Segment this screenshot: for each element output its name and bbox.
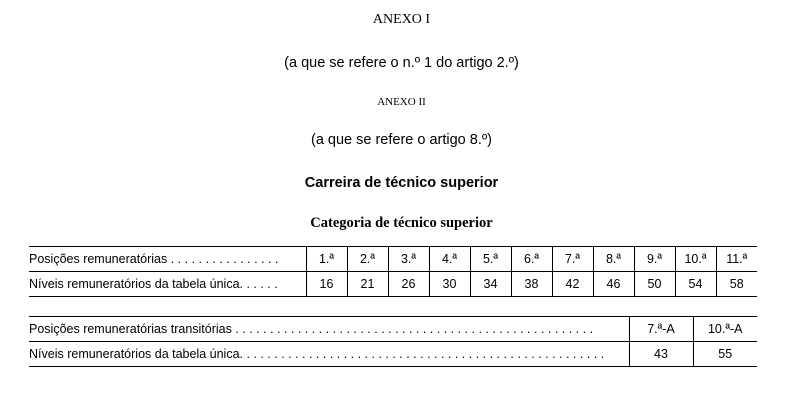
career-heading: Carreira de técnico superior — [304, 175, 499, 191]
position-cell: 6.ª — [511, 247, 552, 272]
position-cell: 10.ª-A — [693, 317, 757, 342]
level-cell: 50 — [634, 272, 675, 297]
position-cell: 8.ª — [593, 247, 634, 272]
level-cell: 43 — [629, 342, 693, 367]
transitional-remuneration-table — [29, 316, 757, 367]
level-cell: 55 — [693, 342, 757, 367]
position-cell: 7.ª — [552, 247, 593, 272]
table-row — [29, 317, 757, 342]
table-row — [29, 272, 757, 297]
annex-1-reference: (a que se refere o n.º 1 do artigo 2.º) — [284, 55, 519, 71]
position-cell: 7.ª-A — [629, 317, 693, 342]
level-cell: 16 — [306, 272, 347, 297]
position-cell: 3.ª — [388, 247, 429, 272]
position-cell: 9.ª — [634, 247, 675, 272]
level-cell: 26 — [388, 272, 429, 297]
level-cell: 30 — [429, 272, 470, 297]
position-cell: 1.ª — [306, 247, 347, 272]
level-cell: 42 — [552, 272, 593, 297]
position-cell: 5.ª — [470, 247, 511, 272]
position-cell: 2.ª — [347, 247, 388, 272]
positions-label: Posições remuneratórias . . . . . . . . . . . . . . . . — [29, 247, 306, 272]
position-cell: 4.ª — [429, 247, 470, 272]
table-row — [29, 342, 757, 367]
remuneration-table — [29, 246, 757, 297]
levels-label: Níveis remuneratórios da tabela única. . . . . . . . . . . . . . . . . . . . . . . . . . . . . . . . . . . . . . . . . . . . . . . . . . . . . — [29, 347, 605, 361]
level-cell: 38 — [511, 272, 552, 297]
level-cell: 46 — [593, 272, 634, 297]
category-heading: Categoria de técnico superior — [310, 215, 493, 231]
position-cell: 11.ª — [716, 247, 757, 272]
annex-2-title: ANEXO II — [377, 96, 426, 108]
annex-1-title: ANEXO I — [372, 12, 431, 27]
annex-2-reference: (a que se refere o artigo 8.º) — [310, 132, 492, 148]
level-cell: 34 — [470, 272, 511, 297]
transitional-positions-label: Posições remuneratórias transitórias . . . . . . . . . . . . . . . . . . . . . . . . . . . . . . . . . . . . . . . . . . . . . . . . . . . . — [29, 317, 629, 342]
level-cell: 54 — [675, 272, 716, 297]
position-cell: 10.ª — [675, 247, 716, 272]
level-cell: 21 — [347, 272, 388, 297]
table-row — [29, 247, 757, 272]
levels-label: Níveis remuneratórios da tabela única. . . . . . — [29, 277, 278, 291]
level-cell: 58 — [716, 272, 757, 297]
